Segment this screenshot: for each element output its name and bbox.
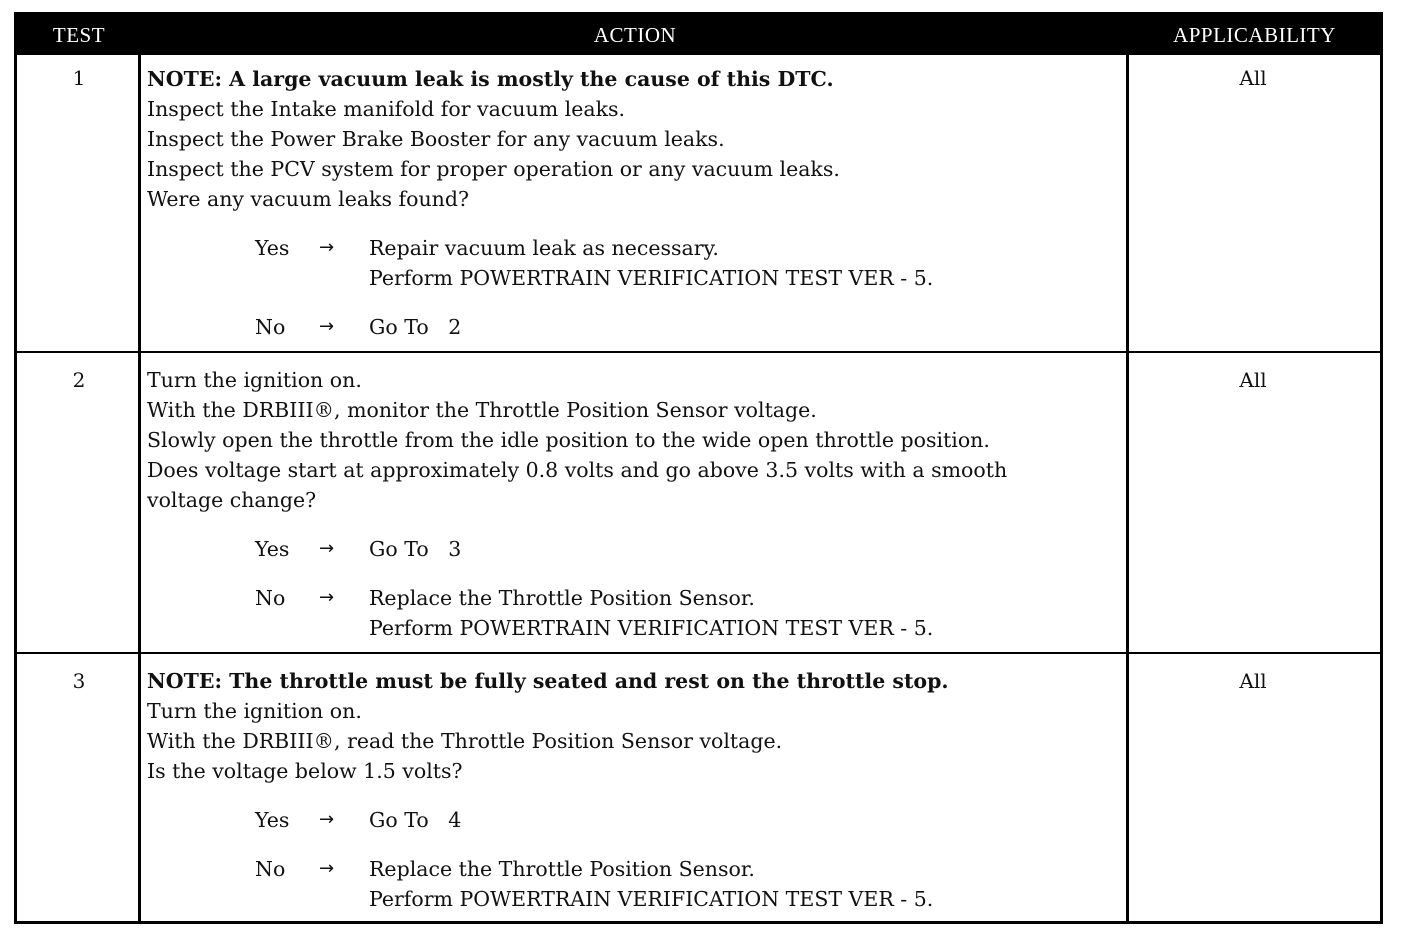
no-label: No: [255, 586, 286, 610]
action-line: Turn the ignition on.: [147, 368, 362, 392]
test-number: 2: [72, 368, 86, 392]
yes-branch: [147, 805, 949, 835]
arrow-right-icon: →: [319, 316, 335, 337]
row-divider: [17, 652, 1380, 654]
no-action-continued: Perform POWERTRAIN VERIFICATION TEST VER - 5.: [369, 887, 934, 911]
header-applicability: APPLICABILITY: [1173, 23, 1336, 47]
action-line: Were any vacuum leaks found?: [147, 187, 469, 211]
action-line: Is the voltage below 1.5 volts?: [147, 759, 463, 783]
applicability-value: All: [1239, 669, 1267, 693]
no-label: No: [255, 857, 286, 881]
yes-action-continued: Perform POWERTRAIN VERIFICATION TEST VER - 5.: [369, 266, 934, 290]
action-line: Turn the ignition on.: [147, 699, 362, 723]
no-label: No: [255, 315, 286, 339]
yes-action: Go To 3: [369, 537, 462, 561]
action-line: Inspect the PCV system for proper operation or any vacuum leaks.: [147, 157, 840, 181]
yes-label: Yes: [255, 236, 290, 260]
arrow-right-icon: →: [319, 858, 335, 879]
arrow-right-icon: →: [319, 809, 335, 830]
no-action-continued: Perform POWERTRAIN VERIFICATION TEST VER - 5.: [369, 616, 934, 640]
row-divider: [17, 351, 1380, 353]
header-test: TEST: [52, 23, 106, 47]
table-header: [17, 15, 1380, 55]
no-action: Go To 2: [369, 315, 462, 339]
action-line: Slowly open the throttle from the idle position to the wide open throttle position.: [147, 428, 990, 452]
column-divider: [1126, 55, 1129, 921]
action-line: With the DRBIII®, monitor the Throttle Position Sensor voltage.: [147, 398, 817, 422]
yes-action: Repair vacuum leak as necessary.: [369, 236, 719, 260]
applicability-value: All: [1239, 66, 1267, 90]
no-branch: [147, 583, 1007, 613]
yes-branch: [147, 233, 840, 263]
arrow-right-icon: →: [319, 538, 335, 559]
test-number: 3: [72, 669, 86, 693]
no-action: Replace the Throttle Position Sensor.: [369, 857, 755, 881]
applicability-value: All: [1239, 368, 1267, 392]
action-line: Does voltage start at approximately 0.8 volts and go above 3.5 volts with a smooth: [147, 458, 1008, 482]
no-branch: [147, 854, 949, 884]
no-action: Replace the Throttle Position Sensor.: [369, 586, 755, 610]
action-line: With the DRBIII®, read the Throttle Position Sensor voltage.: [147, 729, 783, 753]
header-action: ACTION: [593, 23, 677, 47]
diagnostic-test-table: [14, 12, 1383, 924]
action-line: voltage change?: [147, 488, 317, 512]
action-note: NOTE: The throttle must be fully seated and rest on the throttle stop.: [147, 669, 949, 693]
yes-branch: [147, 534, 1007, 564]
arrow-right-icon: →: [319, 237, 335, 258]
action-line: Inspect the Intake manifold for vacuum leaks.: [147, 97, 626, 121]
column-divider: [138, 55, 141, 921]
yes-label: Yes: [255, 537, 290, 561]
no-branch: [147, 312, 840, 342]
action-line: Inspect the Power Brake Booster for any vacuum leaks.: [147, 127, 725, 151]
action-cell: [147, 64, 934, 342]
action-cell: [147, 365, 1007, 643]
action-note: NOTE: A large vacuum leak is mostly the cause of this DTC.: [147, 67, 834, 91]
test-number: 1: [72, 66, 86, 90]
yes-action: Go To 4: [369, 808, 462, 832]
action-cell: [147, 666, 949, 914]
yes-label: Yes: [255, 808, 290, 832]
arrow-right-icon: →: [319, 587, 335, 608]
